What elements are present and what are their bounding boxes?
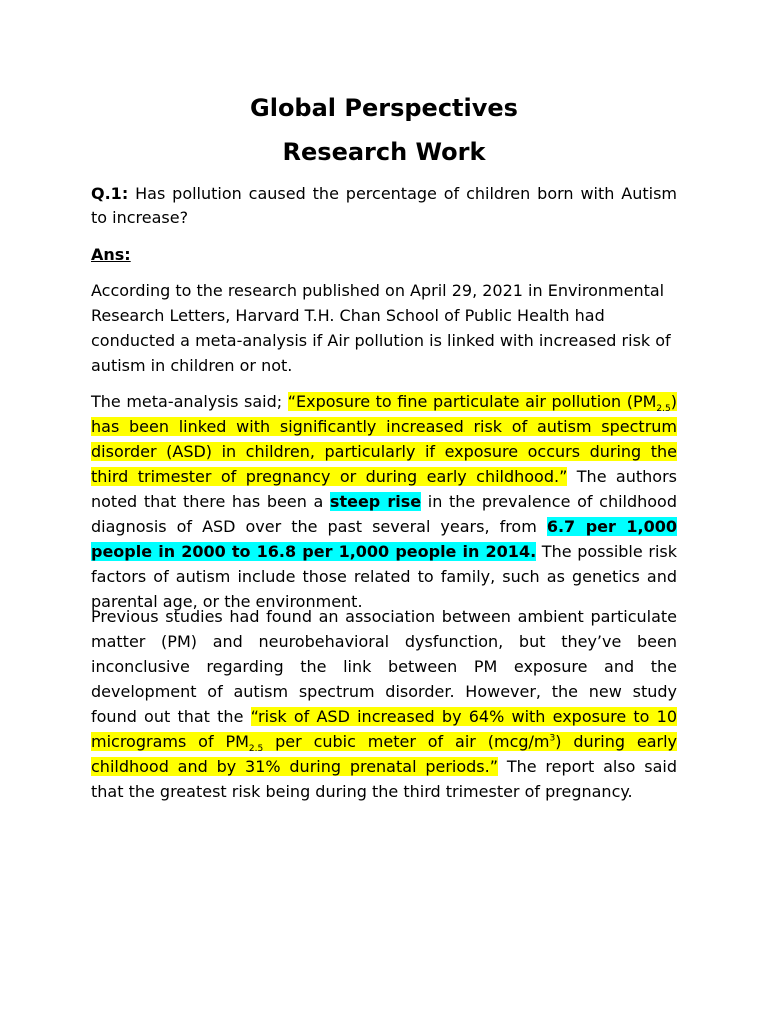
- paragraph-2: [91, 389, 677, 614]
- para3-text-a: Previous studies had found an association between ambient particulate matter (PM) and neurobehavioral dysfunction, but they’ve been inconclusive regarding the link between PM exposure and the development of autism spectrum disorder. However, the new study found out that the: [91, 607, 677, 726]
- answer-label: Ans:: [91, 245, 131, 264]
- para2-text-c: The possible risk factors of autism include those related to family, such as genetics and parental age, or the environment.: [91, 542, 677, 611]
- para2-quote-part-a: “Exposure to fine particulate air pollution (PM: [287, 392, 657, 411]
- para3-quote-part-a: “risk of ASD increased by 64% with exposure to 10 micrograms of PM: [91, 707, 678, 751]
- para2-intro: The meta-analysis said;: [91, 392, 288, 411]
- title-line-2: Research Work: [282, 138, 486, 166]
- answer-heading: [91, 243, 677, 267]
- para3-quote-part-b: per cubic meter of air (mcg/m: [263, 732, 550, 751]
- para2-quote-part-b: ) has been linked with significantly increased risk of autism spectrum disorder (ASD) in children, particularly if exposure occurs during the third trimester of pregnancy or during early childhood.”: [91, 392, 677, 486]
- paragraph-3: [91, 604, 677, 804]
- para3-quote-superscript: 3: [549, 733, 556, 744]
- para2-text-a: The authors noted that there has been a: [91, 467, 677, 511]
- title-line-1: Global Perspectives: [250, 94, 518, 122]
- paragraph-1: According to the research published on April 29, 2021 in Environmental Research Letters, Harvard T.H. Chan School of Public Health had conducted a meta-analysis if Air pollution is linked with increased risk of autism in children or not.: [91, 281, 671, 375]
- question-label: Q.1:: [91, 184, 129, 203]
- question: [91, 182, 677, 230]
- para3-quote-subscript: 2.5: [248, 744, 264, 755]
- para2-quote-subscript: 2.5: [656, 404, 671, 415]
- question-text: Has pollution caused the percentage of children born with Autism to increase?: [91, 184, 677, 227]
- stat-highlight: 6.7 per 1,000 people in 2000 to 16.8 per 1,000 people in 2014.: [91, 517, 678, 561]
- steep-rise-highlight: steep rise: [329, 492, 422, 511]
- para3-text-b: The report also said that the greatest risk being during the third trimester of pregnancy.: [91, 757, 678, 801]
- para3-quote-part-c: ) during early childhood and by 31% during prenatal periods.”: [91, 732, 678, 776]
- para2-text-b: in the prevalence of childhood diagnosis of ASD over the past several years, from: [91, 492, 678, 536]
